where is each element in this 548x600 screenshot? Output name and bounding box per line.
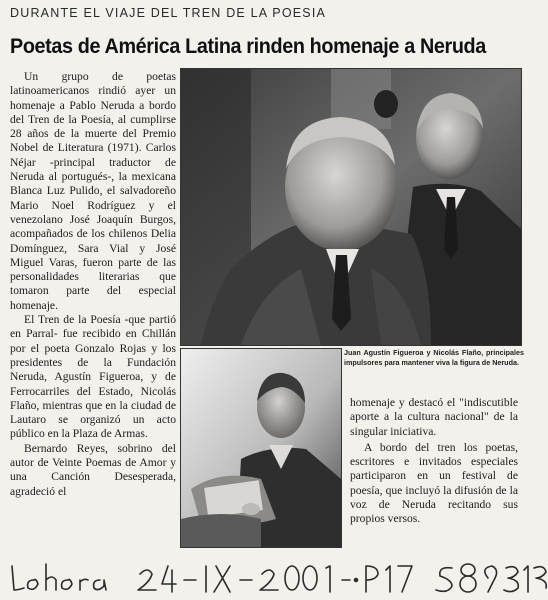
article-column-left — [10, 70, 176, 499]
paragraph: homenaje y destacó el "indiscutible aporte a la cultura nacional" de la singular iniciativa. — [350, 396, 518, 438]
photo-caption: Juan Agustín Figueroa y Nicolás Flaño, principales impulsores para mantener viva la figura de Neruda. — [344, 348, 524, 367]
photo-reader-man — [180, 348, 342, 548]
paragraph: A bordo del tren los poetas, escritores e invitados especiales participaron en un festival de poesía, que incluyó la difusión de la voz de Neruda recitando sus propios versos. — [350, 440, 518, 526]
article-column-right — [350, 396, 518, 527]
paragraph: Un grupo de poetas latinoamericanos rindió ayer un homenaje a Pablo Neruda a bordo del Tren de la Poesía, al cumplirse 28 años de la muerte del Premio Nobel de Literatura (1971). Carlos Néjar -principal traductor de Neruda al portugués-, la mexicana Blanca Luz Pulido, el salvadoreño Mario Noel Rodríguez y el venezolano José Joaquín Burgos, acompañados de los chilenos Delia Domínguez, Sara Vial y José Miguel Varas, fueron parte de las personalidades literarias que tomaron parte del especial homenaje. — [10, 70, 176, 312]
headline: Poetas de América Latina rinden homenaje a Neruda — [10, 34, 486, 58]
photo-figueroa-flano — [180, 68, 522, 346]
paragraph: Bernardo Reyes, sobrino del autor de Veinte Poemas de Amor y una Canción Desesperada, agradeció el — [10, 441, 176, 498]
paragraph: El Tren de la Poesía -que partió en Parral- fue recibido en Chillán por el poeta Gonzalo Rojas y los presidentes de la Fundación Neruda, Agustín Figueroa, y de Ferrocarriles del Estado, Nicolás Flaño, mientras que en la ciudad de Lautaro se organizó un acto público en la Plaza de Armas. — [10, 313, 176, 441]
handwritten-note — [0, 556, 548, 600]
kicker: DURANTE EL VIAJE DEL TREN DE LA POESIA — [10, 6, 327, 20]
